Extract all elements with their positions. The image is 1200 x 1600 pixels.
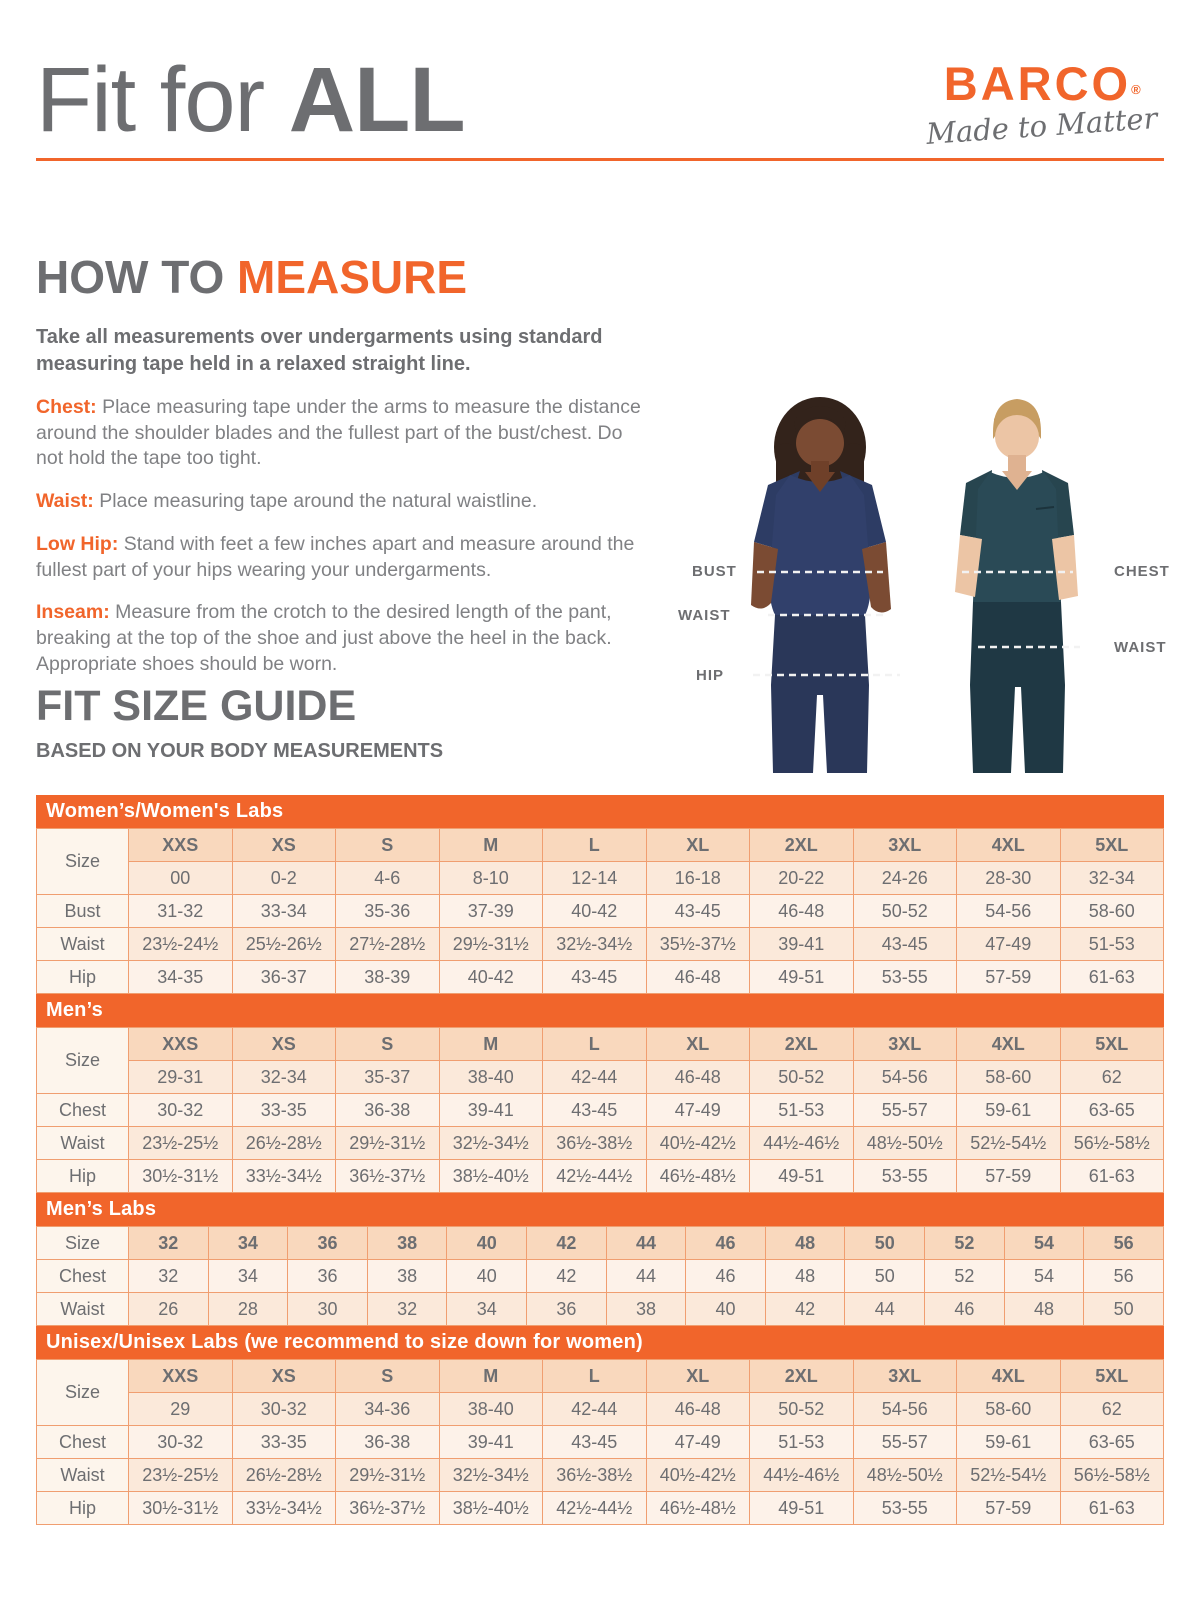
size-cell: 24-26 xyxy=(853,862,957,895)
size-cell: 53-55 xyxy=(853,961,957,994)
size-cell: 32 xyxy=(367,1293,447,1326)
table-header-row xyxy=(37,829,1164,862)
size-cell: 4-6 xyxy=(336,862,440,895)
size-cell: 35½-37½ xyxy=(646,928,750,961)
size-cell: 42 xyxy=(765,1293,845,1326)
table-section-header: Unisex/Unisex Labs (we recommend to size down for women) xyxy=(36,1326,1164,1359)
size-cell: 33½-34½ xyxy=(232,1160,336,1193)
table-section-header: Men’s Labs xyxy=(36,1193,1164,1226)
size-row-label: Size xyxy=(37,1028,129,1094)
size-cell: 51-53 xyxy=(750,1094,854,1127)
size-cell: 58-60 xyxy=(1060,895,1164,928)
size-column-header: L xyxy=(543,1028,647,1061)
size-cell: 23½-25½ xyxy=(129,1127,233,1160)
measure-instruction: Chest: Place measuring tape under the arms to measure the distance around the shoulder blades and the fullest part of the bust/chest. Do not hold the tape too tight. xyxy=(36,396,641,470)
size-cell: 46 xyxy=(925,1293,1005,1326)
size-cell: 47-49 xyxy=(957,928,1061,961)
size-cell: 36½-38½ xyxy=(543,1127,647,1160)
size-cell: 52 xyxy=(925,1260,1005,1293)
size-table xyxy=(36,1359,1164,1525)
size-cell: 23½-25½ xyxy=(129,1459,233,1492)
size-column-header: 34 xyxy=(208,1227,288,1260)
size-cell: 59-61 xyxy=(957,1426,1061,1459)
size-column-header: 4XL xyxy=(957,1028,1061,1061)
size-cell: 40-42 xyxy=(543,895,647,928)
size-cell: 50-52 xyxy=(750,1393,854,1426)
size-cell: 8-10 xyxy=(439,862,543,895)
row-label: Chest xyxy=(37,1260,129,1293)
size-cell: 37-39 xyxy=(439,895,543,928)
size-column-header: S xyxy=(336,1360,440,1393)
size-column-header: XXS xyxy=(129,1028,233,1061)
size-row-label: Size xyxy=(37,1360,129,1426)
size-cell: 44 xyxy=(606,1260,686,1293)
size-cell: 39-41 xyxy=(439,1426,543,1459)
size-column-header: S xyxy=(336,1028,440,1061)
size-cell: 58-60 xyxy=(957,1061,1061,1094)
size-cell: 40½-42½ xyxy=(646,1459,750,1492)
size-cell: 36-38 xyxy=(336,1094,440,1127)
size-cell: 47-49 xyxy=(646,1094,750,1127)
size-cell: 32½-34½ xyxy=(439,1459,543,1492)
size-column-header: 46 xyxy=(686,1227,766,1260)
size-cell: 53-55 xyxy=(853,1160,957,1193)
table-row xyxy=(37,895,1164,928)
size-cell: 28-30 xyxy=(957,862,1061,895)
waist-label-woman: WAIST xyxy=(678,607,731,624)
size-column-header: 2XL xyxy=(750,829,854,862)
size-column-header: M xyxy=(439,1028,543,1061)
table-header-row xyxy=(37,1227,1164,1260)
table-row xyxy=(37,1293,1164,1326)
size-cell: 25½-26½ xyxy=(232,928,336,961)
size-cell: 59-61 xyxy=(957,1094,1061,1127)
size-cell: 52½-54½ xyxy=(957,1127,1061,1160)
chest-label: CHEST xyxy=(1114,563,1170,580)
size-cell: 61-63 xyxy=(1060,1160,1164,1193)
size-cell: 26½-28½ xyxy=(232,1127,336,1160)
size-cell: 29 xyxy=(129,1393,233,1426)
table-row xyxy=(37,1393,1164,1426)
size-cell: 46-48 xyxy=(646,1393,750,1426)
size-cell: 55-57 xyxy=(853,1094,957,1127)
size-cell: 57-59 xyxy=(957,961,1061,994)
size-cell: 34-35 xyxy=(129,961,233,994)
size-cell: 42-44 xyxy=(543,1393,647,1426)
waist-label-man: WAIST xyxy=(1114,639,1167,656)
size-cell: 33-35 xyxy=(232,1094,336,1127)
size-cell: 62 xyxy=(1060,1393,1164,1426)
size-column-header: XL xyxy=(646,1028,750,1061)
size-column-header: XXS xyxy=(129,1360,233,1393)
table-row xyxy=(37,1061,1164,1094)
size-cell: 38-40 xyxy=(439,1393,543,1426)
size-cell: 42-44 xyxy=(543,1061,647,1094)
size-column-header: 48 xyxy=(765,1227,845,1260)
size-cell: 46-48 xyxy=(646,961,750,994)
size-cell: 36-38 xyxy=(336,1426,440,1459)
size-cell: 56 xyxy=(1084,1260,1164,1293)
measure-instruction-label: Low Hip: xyxy=(36,532,119,555)
size-column-header: XS xyxy=(232,1360,336,1393)
size-table xyxy=(36,1226,1164,1326)
size-cell: 34 xyxy=(447,1293,527,1326)
measure-instruction: Waist: Place measuring tape around the natural waistline. xyxy=(36,490,538,513)
table-row xyxy=(37,961,1164,994)
size-column-header: XL xyxy=(646,1360,750,1393)
size-cell: 46½-48½ xyxy=(646,1492,750,1525)
fit-size-guide-header xyxy=(36,682,443,763)
size-cell: 0-2 xyxy=(232,862,336,895)
table-row xyxy=(37,862,1164,895)
size-cell: 38½-40½ xyxy=(439,1160,543,1193)
fit-size-guide-subtitle: BASED ON YOUR BODY MEASUREMENTS xyxy=(36,740,444,762)
size-cell: 32½-34½ xyxy=(543,928,647,961)
size-column-header: 52 xyxy=(925,1227,1005,1260)
size-column-header: 4XL xyxy=(957,1360,1061,1393)
size-cell: 54 xyxy=(1004,1260,1084,1293)
table-row xyxy=(37,1127,1164,1160)
size-cell: 36½-37½ xyxy=(336,1160,440,1193)
row-label: Chest xyxy=(37,1094,129,1127)
size-cell: 40½-42½ xyxy=(646,1127,750,1160)
size-cell: 50-52 xyxy=(853,895,957,928)
size-cell: 57-59 xyxy=(957,1492,1061,1525)
size-cell: 43-45 xyxy=(853,928,957,961)
size-cell: 28 xyxy=(208,1293,288,1326)
fit-size-guide-title: FIT SIZE GUIDE xyxy=(36,682,357,730)
size-column-header: 4XL xyxy=(957,829,1061,862)
row-label: Waist xyxy=(37,1293,129,1326)
measure-instruction: Inseam: Measure from the crotch to the desired length of the pant, breaking at the top of the shoe and just above the heel in the back. Appropriate shoes should be worn. xyxy=(36,601,612,675)
size-column-header: 56 xyxy=(1084,1227,1164,1260)
size-cell: 56½-58½ xyxy=(1060,1127,1164,1160)
size-cell: 63-65 xyxy=(1060,1426,1164,1459)
table-row xyxy=(37,928,1164,961)
size-cell: 40 xyxy=(447,1260,527,1293)
size-column-header: 5XL xyxy=(1060,1028,1164,1061)
size-cell: 34-36 xyxy=(336,1393,440,1426)
size-cell: 39-41 xyxy=(750,928,854,961)
size-cell: 42½-44½ xyxy=(543,1492,647,1525)
models-photo xyxy=(650,385,1185,773)
size-table xyxy=(36,828,1164,994)
brand-tagline: Made to Matter xyxy=(925,100,1159,152)
size-column-header: 36 xyxy=(288,1227,368,1260)
size-cell: 40 xyxy=(686,1293,766,1326)
table-section-header: Women’s/Women's Labs xyxy=(36,795,1164,828)
bust-label: BUST xyxy=(692,563,737,580)
size-cell: 30-32 xyxy=(129,1094,233,1127)
size-cell: 39-41 xyxy=(439,1094,543,1127)
size-cell: 49-51 xyxy=(750,1160,854,1193)
header-divider xyxy=(36,158,1164,161)
size-cell: 50 xyxy=(1084,1293,1164,1326)
size-column-header: M xyxy=(439,1360,543,1393)
size-cell: 48½-50½ xyxy=(853,1459,957,1492)
size-column-header: 32 xyxy=(129,1227,209,1260)
size-cell: 61-63 xyxy=(1060,961,1164,994)
size-cell: 57-59 xyxy=(957,1160,1061,1193)
table-row xyxy=(37,1426,1164,1459)
size-cell: 30 xyxy=(288,1293,368,1326)
size-column-header: 2XL xyxy=(750,1360,854,1393)
size-column-header: XS xyxy=(232,829,336,862)
size-cell: 16-18 xyxy=(646,862,750,895)
size-cell: 26½-28½ xyxy=(232,1459,336,1492)
size-cell: 54-56 xyxy=(853,1061,957,1094)
size-cell: 30½-31½ xyxy=(129,1492,233,1525)
table-header-row xyxy=(37,1360,1164,1393)
table-section-header: Men’s xyxy=(36,994,1164,1027)
size-cell: 36-37 xyxy=(232,961,336,994)
brand-logo xyxy=(925,57,1159,152)
size-cell: 50 xyxy=(845,1260,925,1293)
size-cell: 51-53 xyxy=(1060,928,1164,961)
size-cell: 48 xyxy=(765,1260,845,1293)
size-cell: 43-45 xyxy=(646,895,750,928)
size-column-header: 54 xyxy=(1004,1227,1084,1260)
row-label: Waist xyxy=(37,928,129,961)
table-row xyxy=(37,1459,1164,1492)
size-cell: 30½-31½ xyxy=(129,1160,233,1193)
size-cell: 32 xyxy=(129,1260,209,1293)
size-column-header: 38 xyxy=(367,1227,447,1260)
table-row xyxy=(37,1260,1164,1293)
size-cell: 44½-46½ xyxy=(750,1127,854,1160)
table-row xyxy=(37,1492,1164,1525)
size-cell: 42½-44½ xyxy=(543,1160,647,1193)
size-cell: 51-53 xyxy=(750,1426,854,1459)
table-row xyxy=(37,1160,1164,1193)
size-tables-container xyxy=(36,795,1164,1525)
size-cell: 42 xyxy=(527,1260,607,1293)
row-label: Hip xyxy=(37,1160,129,1193)
size-cell: 54-56 xyxy=(853,1393,957,1426)
size-cell: 20-22 xyxy=(750,862,854,895)
size-cell: 29½-31½ xyxy=(336,1459,440,1492)
size-cell: 54-56 xyxy=(957,895,1061,928)
size-cell: 29½-31½ xyxy=(439,928,543,961)
size-cell: 26 xyxy=(129,1293,209,1326)
size-column-header: 42 xyxy=(527,1227,607,1260)
size-column-header: XS xyxy=(232,1028,336,1061)
size-cell: 58-60 xyxy=(957,1393,1061,1426)
size-cell: 32-34 xyxy=(1060,862,1164,895)
size-column-header: 5XL xyxy=(1060,1360,1164,1393)
size-column-header: M xyxy=(439,829,543,862)
size-column-header: L xyxy=(543,1360,647,1393)
size-cell: 31-32 xyxy=(129,895,233,928)
table-header-row xyxy=(37,1028,1164,1061)
size-cell: 33½-34½ xyxy=(232,1492,336,1525)
how-to-measure-section xyxy=(36,250,641,678)
size-cell: 27½-28½ xyxy=(336,928,440,961)
size-cell: 30-32 xyxy=(232,1393,336,1426)
size-column-header: 3XL xyxy=(853,1360,957,1393)
size-cell: 00 xyxy=(129,862,233,895)
size-cell: 32-34 xyxy=(232,1061,336,1094)
size-cell: 34 xyxy=(208,1260,288,1293)
size-column-header: XXS xyxy=(129,829,233,862)
size-column-header: 40 xyxy=(447,1227,527,1260)
brand-name: BARCO xyxy=(943,57,1132,110)
measure-instruction-label: Inseam: xyxy=(36,601,110,624)
row-label: Waist xyxy=(37,1459,129,1492)
how-to-measure-title-orange: MEASURE xyxy=(237,251,468,303)
size-cell: 23½-24½ xyxy=(129,928,233,961)
size-column-header: 2XL xyxy=(750,1028,854,1061)
size-cell: 52½-54½ xyxy=(957,1459,1061,1492)
size-cell: 43-45 xyxy=(543,961,647,994)
size-cell: 61-63 xyxy=(1060,1492,1164,1525)
size-cell: 49-51 xyxy=(750,1492,854,1525)
row-label: Chest xyxy=(37,1426,129,1459)
size-column-header: XL xyxy=(646,829,750,862)
hip-label: HIP xyxy=(696,667,725,684)
size-cell: 29-31 xyxy=(129,1061,233,1094)
brand-wordmark xyxy=(926,57,1158,110)
size-cell: 32½-34½ xyxy=(439,1127,543,1160)
size-cell: 46½-48½ xyxy=(646,1160,750,1193)
size-row-label: Size xyxy=(37,829,129,895)
size-cell: 46-48 xyxy=(750,895,854,928)
row-label: Hip xyxy=(37,1492,129,1525)
size-cell: 56½-58½ xyxy=(1060,1459,1164,1492)
size-cell: 36 xyxy=(288,1260,368,1293)
size-cell: 33-35 xyxy=(232,1426,336,1459)
page-title-bold: ALL xyxy=(288,49,465,151)
measure-instruction-label: Chest: xyxy=(36,396,97,418)
row-label: Hip xyxy=(37,961,129,994)
woman-figure xyxy=(751,397,900,773)
size-cell: 46 xyxy=(686,1260,766,1293)
size-cell: 44 xyxy=(845,1293,925,1326)
size-cell: 29½-31½ xyxy=(336,1127,440,1160)
page-title-light: Fit for xyxy=(36,49,289,151)
size-cell: 43-45 xyxy=(543,1094,647,1127)
size-table xyxy=(36,1027,1164,1193)
size-cell: 38 xyxy=(606,1293,686,1326)
man-figure xyxy=(955,399,1080,773)
size-column-header: 50 xyxy=(845,1227,925,1260)
size-row-label: Size xyxy=(37,1227,129,1260)
size-cell: 48 xyxy=(1004,1293,1084,1326)
row-label: Bust xyxy=(37,895,129,928)
measure-instruction: Low Hip: Stand with feet a few inches apart and measure around the fullest part of your hips wearing your undergarments. xyxy=(36,532,635,581)
size-cell: 53-55 xyxy=(853,1492,957,1525)
size-cell: 12-14 xyxy=(543,862,647,895)
size-column-header: 5XL xyxy=(1060,829,1164,862)
registered-mark-icon: ® xyxy=(1131,82,1141,97)
how-to-measure-title xyxy=(36,250,641,304)
size-cell: 38-40 xyxy=(439,1061,543,1094)
size-cell: 33-34 xyxy=(232,895,336,928)
measure-instruction-label: Waist: xyxy=(36,490,94,513)
size-cell: 62 xyxy=(1060,1061,1164,1094)
size-cell: 49-51 xyxy=(750,961,854,994)
size-cell: 35-36 xyxy=(336,895,440,928)
size-cell: 38-39 xyxy=(336,961,440,994)
size-column-header: L xyxy=(543,829,647,862)
size-cell: 30-32 xyxy=(129,1426,233,1459)
size-cell: 44½-46½ xyxy=(750,1459,854,1492)
table-row xyxy=(37,1094,1164,1127)
size-cell: 36 xyxy=(527,1293,607,1326)
how-to-measure-title-gray: HOW TO xyxy=(36,251,238,303)
size-cell: 40-42 xyxy=(439,961,543,994)
measure-intro-text: Take all measurements over undergarments using standard measuring tape held in a relaxed straight line. xyxy=(36,326,603,375)
size-cell: 46-48 xyxy=(646,1061,750,1094)
size-cell: 38 xyxy=(367,1260,447,1293)
size-cell: 36½-38½ xyxy=(543,1459,647,1492)
size-cell: 63-65 xyxy=(1060,1094,1164,1127)
size-cell: 47-49 xyxy=(646,1426,750,1459)
size-column-header: S xyxy=(336,829,440,862)
size-cell: 48½-50½ xyxy=(853,1127,957,1160)
measure-instructions-list xyxy=(36,395,641,678)
row-label: Waist xyxy=(37,1127,129,1160)
size-cell: 55-57 xyxy=(853,1426,957,1459)
size-cell: 43-45 xyxy=(543,1426,647,1459)
page-title xyxy=(36,48,465,153)
size-column-header: 3XL xyxy=(853,1028,957,1061)
size-column-header: 44 xyxy=(606,1227,686,1260)
size-cell: 36½-37½ xyxy=(336,1492,440,1525)
size-column-header: 3XL xyxy=(853,829,957,862)
size-cell: 35-37 xyxy=(336,1061,440,1094)
size-cell: 50-52 xyxy=(750,1061,854,1094)
size-cell: 38½-40½ xyxy=(439,1492,543,1525)
